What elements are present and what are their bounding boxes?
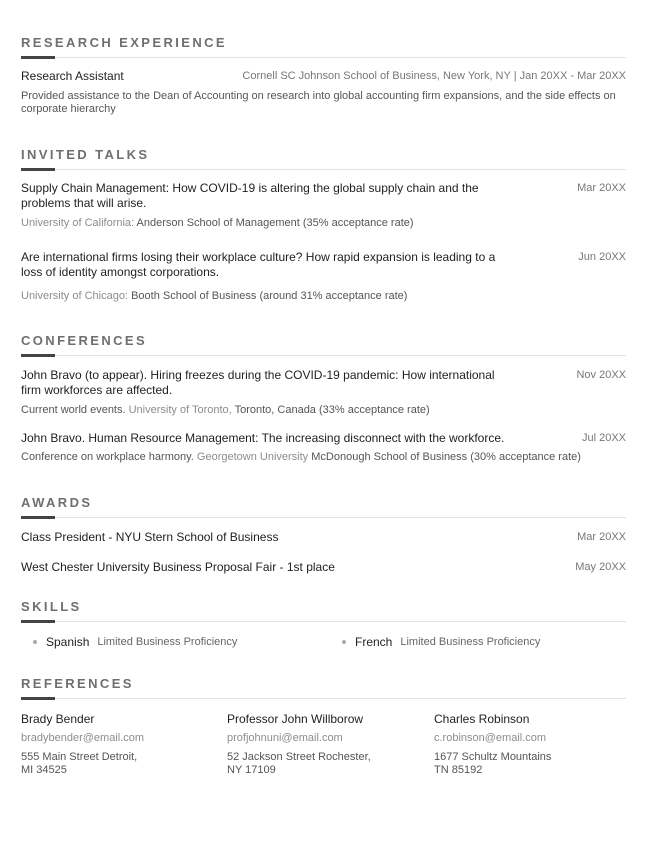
conference-item [21, 431, 626, 464]
talk-date: Mar 20XX [577, 182, 626, 194]
award-title: Class President - NYU Stern School of Business [21, 530, 279, 544]
research-role: Research Assistant [21, 69, 124, 83]
talk-venue [21, 217, 626, 230]
talk-date: Jun 20XX [578, 251, 626, 263]
reference-address [21, 751, 211, 777]
talk-item [21, 250, 626, 303]
conference-detail: Toronto, Canada (33% acceptance rate) [234, 404, 430, 416]
conferences-heading: CONFERENCES [21, 333, 148, 348]
reference-email[interactable]: bradybender@email.com [21, 732, 145, 744]
section-divider [21, 354, 626, 357]
reference-name: Charles Robinson [434, 712, 530, 726]
research-heading: RESEARCH EXPERIENCE [21, 35, 227, 50]
award-item [21, 560, 626, 575]
talk-detail: Anderson School of Management (35% acceptance rate) [136, 217, 414, 229]
skill-name: French [355, 635, 393, 649]
reference-address-line2: MI 34525 [21, 764, 67, 776]
section-divider [21, 620, 626, 623]
section-divider [21, 697, 626, 700]
section-divider [21, 56, 626, 59]
references-section [21, 676, 626, 792]
conference-date: Jul 20XX [581, 432, 626, 444]
conference-event: Current world events. [21, 404, 126, 416]
reference-item [434, 712, 624, 777]
conference-title: John Bravo. Human Resource Management: The increasing disconnect with the workforce. [21, 431, 505, 445]
research-description: Provided assistance to the Dean of Accounting on research into global accounting firm expansions, and the side effects on corporate hierarchy [21, 90, 616, 115]
talks-heading: INVITED TALKS [21, 147, 150, 162]
skills-section [21, 599, 626, 651]
skill-level: Limited Business Proficiency [97, 636, 238, 648]
reference-address-line1: 1677 Schultz Mountains [434, 751, 552, 763]
conference-institution: Georgetown University [196, 451, 309, 463]
talks-section [21, 147, 626, 303]
reference-address [434, 751, 624, 777]
awards-section [21, 495, 626, 575]
award-date: May 20XX [575, 561, 626, 573]
conference-item [21, 368, 626, 417]
talk-institution: University of California: [21, 217, 135, 229]
reference-email[interactable]: profjohnuni@email.com [227, 732, 343, 744]
reference-address-line1: 555 Main Street Detroit, [21, 751, 138, 763]
talk-detail: Booth School of Business (around 31% acceptance rate) [131, 290, 408, 302]
conference-institution: University of Toronto, [128, 404, 232, 416]
skill-item [342, 635, 540, 649]
conference-venue [21, 451, 626, 464]
bullet-icon [33, 640, 37, 644]
talk-venue [21, 290, 626, 303]
conference-venue [21, 404, 626, 417]
award-date: Mar 20XX [577, 531, 626, 543]
research-section [21, 35, 626, 116]
research-org-date: Cornell SC Johnson School of Business, New York, NY | Jan 20XX - Mar 20XX [242, 70, 626, 82]
reference-address-line2: NY 17109 [227, 764, 276, 776]
talk-institution: University of Chicago: [21, 290, 128, 302]
reference-item [21, 712, 211, 777]
award-title: West Chester University Business Proposal Fair - 1st place [21, 560, 335, 574]
talk-item [21, 181, 626, 230]
award-item [21, 530, 626, 545]
talk-title: Supply Chain Management: How COVID-19 is altering the global supply chain and the problems that will arise. [21, 181, 479, 210]
reference-address-line2: TN 85192 [434, 764, 483, 776]
reference-name: Brady Bender [21, 712, 95, 726]
conferences-section [21, 333, 626, 464]
conference-title: John Bravo (to appear). Hiring freezes during the COVID-19 pandemic: How international firm workforces are affected. [21, 368, 495, 397]
section-divider [21, 168, 626, 171]
talk-title: Are international firms losing their workplace culture? How rapid expansion is leading to a loss of identity amongst corporations. [21, 250, 496, 279]
reference-name: Professor John Willborow [227, 712, 364, 726]
skill-level: Limited Business Proficiency [400, 636, 541, 648]
reference-item [227, 712, 417, 777]
skill-item [33, 635, 237, 649]
reference-address [227, 751, 417, 777]
references-list [21, 712, 626, 792]
conference-event: Conference on workplace harmony. [21, 451, 194, 463]
skill-name: Spanish [46, 635, 90, 649]
conference-detail: McDonough School of Business (30% acceptance rate) [311, 451, 581, 463]
section-divider [21, 516, 626, 519]
skills-list [21, 635, 626, 651]
conference-date: Nov 20XX [576, 369, 626, 381]
reference-email[interactable]: c.robinson@email.com [434, 732, 547, 744]
awards-heading: AWARDS [21, 495, 93, 510]
bullet-icon [342, 640, 346, 644]
research-entry [21, 69, 626, 84]
references-heading: REFERENCES [21, 676, 134, 691]
skills-heading: SKILLS [21, 599, 82, 614]
reference-address-line1: 52 Jackson Street Rochester, [227, 751, 371, 763]
